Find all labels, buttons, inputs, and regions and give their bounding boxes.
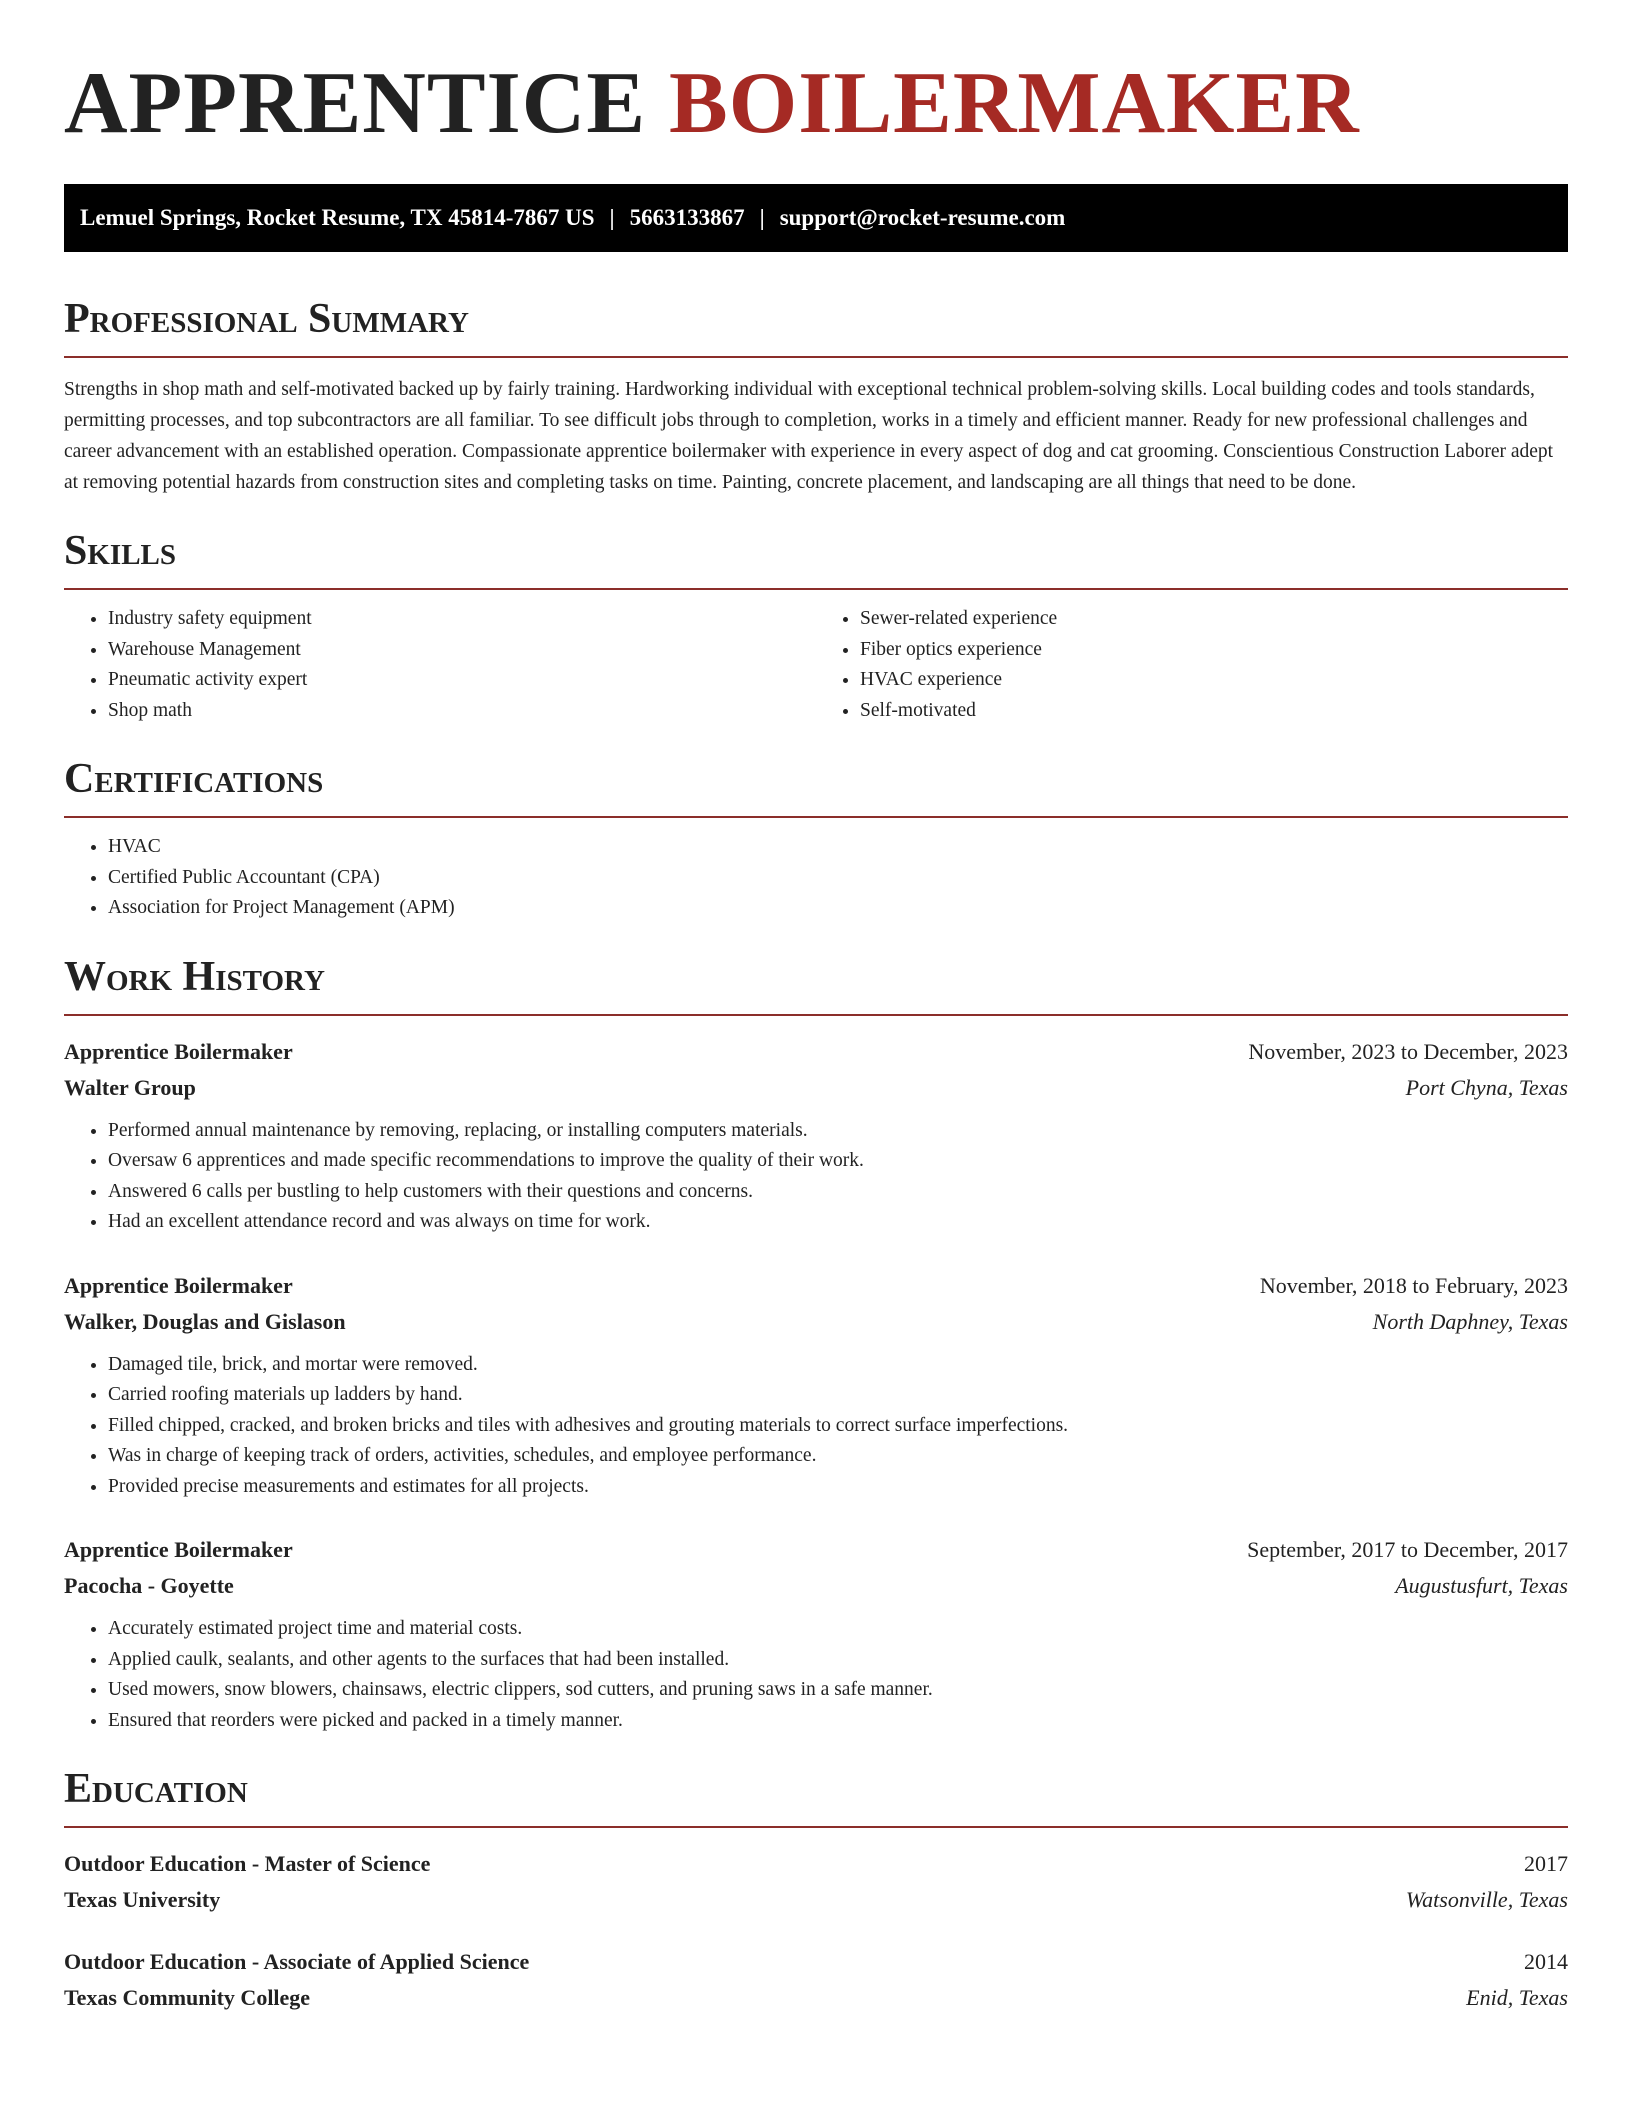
job-duty: • Accurately estimated project time and material costs. <box>108 1614 1568 1645</box>
contact-email[interactable]: support@rocket-resume.com <box>779 205 1066 230</box>
education-entry <box>64 1944 1568 2016</box>
title-role-word: APPRENTICE <box>64 55 647 152</box>
job-company: Walter Group <box>64 1074 196 1100</box>
summary-heading: Professional Summary <box>64 296 1568 358</box>
education-degree: Outdoor Education - Master of Science <box>64 1851 431 1876</box>
skill-item: • HVAC experience <box>860 665 1568 696</box>
work-history-heading: Work History <box>64 954 1568 1016</box>
job-company: Pacocha - Goyette <box>64 1573 234 1598</box>
job-duties <box>64 1350 1568 1503</box>
job-dates: September, 2017 to December, 2017 <box>1247 1537 1568 1562</box>
job-location: Augustusfurt, Texas <box>1395 1573 1568 1598</box>
skills-section <box>64 528 1568 726</box>
skills-list-right <box>816 604 1568 726</box>
summary-section <box>64 296 1568 498</box>
contact-phone[interactable]: 5663133867 <box>629 205 745 230</box>
education-heading: Education <box>64 1766 1568 1828</box>
resume-title <box>64 56 1568 152</box>
job-duty: • Performed annual maintenance by removing, replacing, or installing computers materials. <box>108 1116 1568 1147</box>
education-location: Watsonville, Texas <box>1405 1887 1568 1912</box>
contact-bar <box>64 184 1568 252</box>
education-degree: Outdoor Education - Associate of Applied Science <box>64 1949 530 1974</box>
job-duty: • Oversaw 6 apprentices and made specific recommendations to improve the quality of their work. <box>108 1146 1568 1177</box>
certification-item: • HVAC <box>108 832 1568 863</box>
job-duty: • Was in charge of keeping track of orders, activities, schedules, and employee performance. <box>108 1441 1568 1472</box>
education-school: Texas University <box>64 1887 221 1912</box>
job-duty: • Had an excellent attendance record and was always on time for work. <box>108 1207 1568 1238</box>
education-entry <box>64 1846 1568 1918</box>
job-duty: • Damaged tile, brick, and mortar were removed. <box>108 1350 1568 1381</box>
skill-item: • Sewer-related experience <box>860 604 1568 635</box>
job-duty: • Provided precise measurements and estimates for all projects. <box>108 1472 1568 1503</box>
skill-item: • Pneumatic activity expert <box>108 665 816 696</box>
job-title: Apprentice Boilermaker <box>64 1537 293 1562</box>
skill-item: • Shop math <box>108 696 816 727</box>
certifications-heading: Certifications <box>64 756 1568 818</box>
job-entry <box>64 1532 1568 1736</box>
skills-heading: Skills <box>64 528 1568 590</box>
contact-address: Lemuel Springs, Rocket Resume, TX 45814-7867 US <box>80 205 595 230</box>
certifications-list <box>64 832 1568 924</box>
education-school: Texas Community College <box>64 1985 311 2010</box>
job-entry <box>64 1268 1568 1503</box>
work-history-section <box>64 954 1568 1737</box>
job-dates: November, 2023 to December, 2023 <box>1248 1038 1568 1064</box>
job-duty: • Answered 6 calls per bustling to help customers with their questions and concerns. <box>108 1177 1568 1208</box>
job-location: Port Chyna, Texas <box>1405 1074 1568 1100</box>
job-duties <box>64 1116 1568 1238</box>
education-section <box>64 1766 1568 2016</box>
certification-item: • Association for Project Management (APM) <box>108 893 1568 924</box>
skill-item: • Warehouse Management <box>108 635 816 666</box>
job-location: North Daphney, Texas <box>1372 1308 1568 1334</box>
job-duty: • Used mowers, snow blowers, chainsaws, electric clippers, sod cutters, and pruning saws in a safe manner. <box>108 1675 1568 1706</box>
skill-item: • Self-motivated <box>860 696 1568 727</box>
job-company: Walker, Douglas and Gislason <box>64 1308 346 1334</box>
certifications-section <box>64 756 1568 924</box>
summary-text: Strengths in shop math and self-motivated backed up by fairly training. Hardworking individual with exceptional technical problem-solving skills. Local building codes and tools standards, permitting processes, and top subcontractors are all familiar. To see difficult jobs through to completion, works in a timely and efficient manner. Ready for new professional challenges and career advancement with an established operation. Compassionate apprentice boilermaker with experience in every aspect of dog and cat grooming. Conscientious Construction Laborer adept at removing potential hazards from construction sites and completing tasks on time. Painting, concrete placement, and landscaping are all things that need to be done. <box>64 379 1554 493</box>
job-duty: • Applied caulk, sealants, and other agents to the surfaces that had been installed. <box>108 1645 1568 1676</box>
job-entry <box>64 1034 1568 1238</box>
skills-list-left <box>64 604 816 726</box>
job-dates: November, 2018 to February, 2023 <box>1259 1272 1568 1298</box>
job-duties <box>64 1614 1568 1736</box>
job-title: Apprentice Boilermaker <box>64 1272 293 1298</box>
skill-item: • Industry safety equipment <box>108 604 816 635</box>
certification-item: • Certified Public Accountant (CPA) <box>108 863 1568 894</box>
education-year: 2017 <box>1524 1851 1568 1876</box>
job-duty: • Ensured that reorders were picked and packed in a timely manner. <box>108 1706 1568 1737</box>
job-duty: • Filled chipped, cracked, and broken bricks and tiles with adhesives and grouting materials to correct surface imperfections. <box>108 1411 1568 1442</box>
job-title: Apprentice Boilermaker <box>64 1038 293 1064</box>
contact-separator: | <box>609 205 615 230</box>
job-duty: • Carried roofing materials up ladders by hand. <box>108 1380 1568 1411</box>
title-accent-word: BOILERMAKER <box>669 55 1360 152</box>
education-year: 2014 <box>1524 1949 1568 1974</box>
skill-item: • Fiber optics experience <box>860 635 1568 666</box>
education-location: Enid, Texas <box>1466 1985 1568 2010</box>
contact-separator: | <box>759 205 765 230</box>
